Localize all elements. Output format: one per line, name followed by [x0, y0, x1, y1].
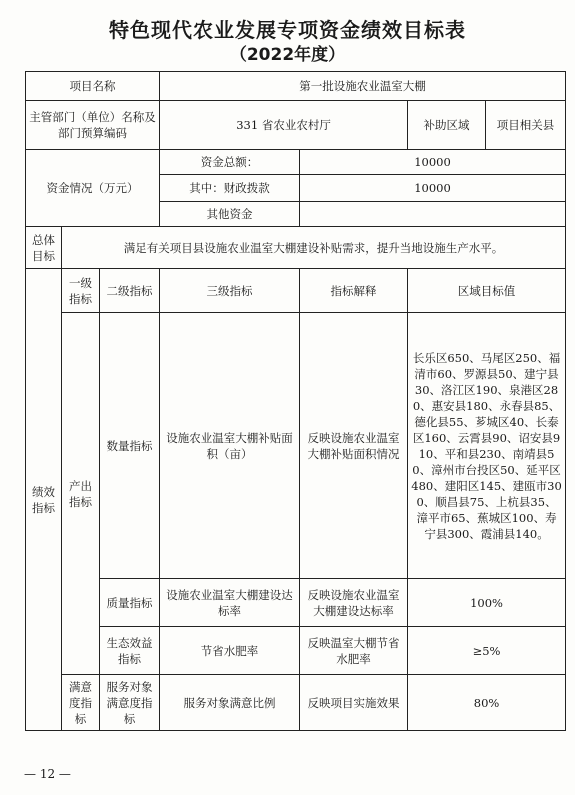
satisfaction-level2: 服务对象满意度指标	[100, 675, 160, 731]
header-explain: 指标解释	[300, 269, 408, 313]
indicators-label: 绩效指标	[26, 269, 62, 731]
quality-explain: 反映设施农业温室大棚建设达标率	[300, 579, 408, 627]
header-target: 区域目标值	[408, 269, 566, 313]
satisfaction-target: 80%	[408, 675, 566, 731]
performance-target-table	[25, 71, 566, 731]
eco-explain: 反映温室大棚节省水肥率	[300, 627, 408, 675]
eco-target: ≥5%	[408, 627, 566, 675]
eco-level2: 生态效益指标	[100, 627, 160, 675]
funds-other-value	[300, 202, 566, 227]
funds-total-label: 资金总额：	[160, 150, 300, 175]
region-value: 项目相关县	[486, 101, 566, 150]
satisfaction-explain: 反映项目实施效果	[300, 675, 408, 731]
quality-level3: 设施农业温室大棚建设达标率	[160, 579, 300, 627]
overall-goal-value: 满足有关项目县设施农业温室大棚建设补贴需求，提升当地设施生产水平。	[62, 227, 566, 269]
funds-fiscal-value: 10000	[300, 175, 566, 202]
quantity-level3: 设施农业温室大棚补贴面积（亩）	[160, 313, 300, 579]
funds-total-value: 10000	[300, 150, 566, 175]
eco-level3: 节省水肥率	[160, 627, 300, 675]
page-number: — 12 —	[24, 767, 71, 781]
dept-label: 主管部门（单位）名称及部门预算编码	[26, 101, 160, 150]
satisfaction-level1: 满意度指标	[62, 675, 100, 731]
dept-value: 331 省农业农村厅	[160, 101, 408, 150]
header-level1: 一级指标	[62, 269, 100, 313]
funds-label: 资金情况（万元）	[26, 150, 160, 227]
quantity-level2: 数量指标	[100, 313, 160, 579]
quantity-explain: 反映设施农业温室大棚补贴面积情况	[300, 313, 408, 579]
funds-other-label: 其他资金	[160, 202, 300, 227]
project-name-value: 第一批设施农业温室大棚	[160, 72, 566, 101]
satisfaction-level3: 服务对象满意比例	[160, 675, 300, 731]
overall-goal-label: 总体目标	[26, 227, 62, 269]
project-name-label: 项目名称	[26, 72, 160, 101]
quantity-target: 长乐区650、马尾区250、福清市60、罗源县50、建宁县30、洛江区190、泉港区280、惠安县180、永春县85、德化县55、芗城区40、长泰区160、云霄县90、诏安县910、平和县230、南靖县50、漳州市台投区50、延平区480、建阳区145、建瓯市300、顺昌县75、上杭县35、漳平市65、蕉城区100、寿宁县300、霞浦县140。	[408, 313, 566, 579]
output-indicator-label: 产出指标	[62, 313, 100, 675]
region-label: 补助区域	[408, 101, 486, 150]
header-level3: 三级指标	[160, 269, 300, 313]
document-subtitle: （2022年度）	[229, 45, 346, 65]
funds-fiscal-label: 其中：财政拨款	[160, 175, 300, 202]
quality-target: 100%	[408, 579, 566, 627]
document-title: 特色现代农业发展专项资金绩效目标表	[109, 18, 466, 42]
header-level2: 二级指标	[100, 269, 160, 313]
quality-level2: 质量指标	[100, 579, 160, 627]
